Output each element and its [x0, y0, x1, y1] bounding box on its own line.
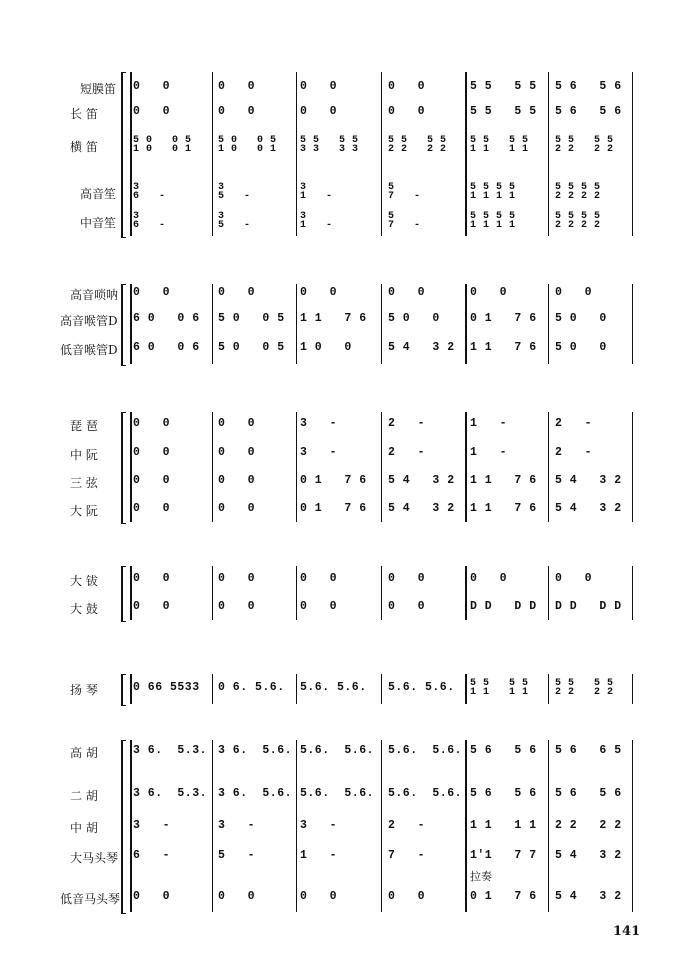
- barline: [212, 674, 213, 704]
- measure-cell: 5 5 5 5 1 1 1 1: [470, 211, 516, 231]
- group-bracket: [121, 740, 126, 914]
- barline: [632, 740, 633, 912]
- measure-cell: 5 5 5 5 3 3 3 3: [300, 135, 359, 155]
- measure-cell: 5 6 6 5: [555, 744, 622, 757]
- measure-cell: 0 0: [388, 105, 426, 118]
- measure-cell: 0 0: [218, 474, 256, 487]
- measure-cell: 0 0: [300, 600, 338, 613]
- measure-cell: 3 6 -: [133, 211, 166, 231]
- measure-cell: 0 0: [133, 474, 171, 487]
- measure-cell: 0 0: [218, 80, 256, 93]
- barline: [465, 740, 467, 912]
- group-bracket: [121, 72, 126, 238]
- measure-cell: 5 0 0 5: [218, 312, 285, 325]
- instrument-label: 三 弦: [70, 476, 98, 490]
- measure-cell: 1 -: [300, 849, 338, 862]
- barline: [296, 740, 297, 912]
- measure-cell: 3 5 -: [218, 182, 251, 202]
- measure-cell: 0 0: [133, 600, 171, 613]
- measure-cell: 0 0: [300, 80, 338, 93]
- measure-cell: 3 5 -: [218, 211, 251, 231]
- measure-cell: 2 -: [388, 446, 426, 459]
- barline: [632, 284, 633, 364]
- instrument-label: 高 胡: [70, 746, 98, 760]
- measure-cell: 0 0: [388, 600, 426, 613]
- measure-cell: 1 1 7 6: [470, 341, 537, 354]
- measure-cell: 1 1 7 6: [470, 474, 537, 487]
- barline: [465, 72, 467, 236]
- measure-cell: 5 4 3 2: [555, 502, 622, 515]
- measure-cell: 0 0: [133, 105, 171, 118]
- measure-cell: 3 6 -: [133, 182, 166, 202]
- barline: [465, 566, 467, 620]
- measure-cell: 5.6. 5.6.: [388, 744, 463, 757]
- measure-cell: 5 5 5 5 2 2 2 2: [555, 211, 601, 231]
- barline: [632, 674, 633, 704]
- measure-cell: 0 0: [133, 572, 171, 585]
- measure-cell: 3 6. 5.3.: [133, 744, 208, 757]
- instrument-label: 长 笛: [70, 107, 98, 121]
- measure-cell: 5 4 3 2: [555, 474, 622, 487]
- instrument-label: 大 鼓: [70, 602, 98, 616]
- measure-cell: 0 0: [133, 890, 171, 903]
- measure-cell: 2 2 2 2: [555, 819, 622, 832]
- barline: [130, 284, 132, 364]
- measure-cell: 5 4 3 2: [555, 890, 622, 903]
- instrument-label: 高音唢呐: [70, 288, 119, 302]
- barline: [212, 740, 213, 912]
- measure-cell: 0 0: [133, 80, 171, 93]
- measure-cell: D D D D: [555, 600, 622, 613]
- measure-cell: 0 0: [218, 446, 256, 459]
- measure-cell: 5 5 5 5 1 1 1 1: [470, 135, 529, 155]
- measure-cell: 0 66 5533: [133, 681, 200, 694]
- measure-cell: 3 1 -: [300, 182, 333, 202]
- measure-cell: 0 0: [133, 286, 171, 299]
- barline: [381, 566, 382, 620]
- measure-cell: 0 1 7 6: [470, 890, 537, 903]
- instrument-label: 横 笛: [70, 140, 98, 154]
- measure-cell: 2 -: [388, 417, 426, 430]
- measure-cell: 1 0 0: [300, 341, 352, 354]
- group-bracket: [121, 674, 126, 706]
- barline: [296, 72, 297, 236]
- measure-cell: 5 0 0: [555, 341, 607, 354]
- measure-cell: 5 0 0: [388, 312, 440, 325]
- measure-cell: 6 0 0 6: [133, 341, 200, 354]
- barline: [632, 566, 633, 620]
- barline: [212, 566, 213, 620]
- measure-cell: 0 0: [555, 572, 593, 585]
- instrument-label: 扬 琴: [70, 683, 98, 697]
- measure-cell: 0 0: [133, 417, 171, 430]
- barline: [130, 674, 132, 704]
- measure-cell: 5 4 3 2: [388, 474, 455, 487]
- measure-cell: 5 6 5 6: [555, 787, 622, 800]
- barline: [632, 412, 633, 522]
- measure-cell: 5 4 3 2: [388, 502, 455, 515]
- instrument-label: 中 阮: [70, 448, 98, 462]
- measure-cell: 0 0: [218, 890, 256, 903]
- barline: [381, 674, 382, 704]
- measure-cell: 5 7 -: [388, 211, 421, 231]
- barline: [381, 72, 382, 236]
- measure-cell: 0 0: [300, 105, 338, 118]
- measure-cell: 5 6 5 6: [555, 80, 622, 93]
- measure-cell: 6 -: [133, 849, 171, 862]
- barline: [130, 412, 132, 522]
- barline: [548, 72, 549, 236]
- measure-cell: 0 0: [218, 417, 256, 430]
- measure-cell: 0 0: [470, 286, 508, 299]
- measure-cell: 3 6. 5.3.: [133, 787, 208, 800]
- measure-cell: 5 5 5 5 1 1 1 1: [470, 182, 516, 202]
- measure-cell: 5.6. 5.6.: [300, 681, 367, 694]
- barline: [548, 566, 549, 620]
- instrument-label: 琵 琶: [70, 419, 98, 433]
- instrument-label: 低音喉管D: [60, 343, 118, 357]
- measure-cell: 0 0: [133, 502, 171, 515]
- measure-cell: 5 4 3 2: [555, 849, 622, 862]
- barline: [381, 740, 382, 912]
- measure-cell: 5 5 5 5 2 2 2 2: [555, 182, 601, 202]
- measure-cell: 0 0: [133, 446, 171, 459]
- measure-cell: 5 0 0 5 1 0 0 1: [218, 135, 277, 155]
- barline: [212, 284, 213, 364]
- barline: [130, 72, 132, 236]
- measure-cell: 0 0: [300, 572, 338, 585]
- barline: [296, 566, 297, 620]
- measure-cell: 1 1 7 6: [300, 312, 367, 325]
- measure-cell: 5.6. 5.6.: [300, 787, 375, 800]
- measure-cell: 7 -: [388, 849, 426, 862]
- page-number: 141: [613, 924, 641, 939]
- barline: [548, 412, 549, 522]
- measure-cell: 0 6. 5.6.: [218, 681, 285, 694]
- barline: [212, 72, 213, 236]
- measure-cell: 1 -: [470, 417, 508, 430]
- measure-cell: 3 1 -: [300, 211, 333, 231]
- bowing-annotation: 拉奏: [470, 870, 492, 883]
- instrument-label: 低音马头琴: [60, 892, 121, 906]
- barline: [381, 412, 382, 522]
- barline: [632, 72, 633, 236]
- measure-cell: 5.6. 5.6.: [388, 787, 463, 800]
- group-bracket: [121, 412, 126, 524]
- measure-cell: 5 -: [218, 849, 256, 862]
- barline: [465, 674, 467, 704]
- measure-cell: 5 0 0 5: [218, 341, 285, 354]
- measure-cell: 5 4 3 2: [388, 341, 455, 354]
- barline: [212, 412, 213, 522]
- measure-cell: 5 0 0 5 1 0 0 1: [133, 135, 192, 155]
- group-bracket: [121, 566, 126, 622]
- instrument-label: 中 胡: [70, 821, 98, 835]
- measure-cell: 5.6. 5.6.: [300, 744, 375, 757]
- measure-cell: 3 -: [218, 819, 256, 832]
- barline: [296, 674, 297, 704]
- measure-cell: D D D D: [470, 600, 537, 613]
- measure-cell: 1'1 7 7: [470, 849, 537, 862]
- barline: [296, 412, 297, 522]
- measure-cell: 0 0: [470, 572, 508, 585]
- measure-cell: 0 0: [388, 572, 426, 585]
- measure-cell: 3 -: [300, 446, 338, 459]
- instrument-label: 二 胡: [70, 789, 98, 803]
- measure-cell: 5 5 5 5: [470, 105, 537, 118]
- barline: [296, 284, 297, 364]
- instrument-label: 高音笙: [80, 187, 117, 201]
- measure-cell: 5.6. 5.6.: [388, 681, 455, 694]
- barline: [465, 412, 467, 522]
- barline: [548, 284, 549, 364]
- measure-cell: 3 6. 5.6.: [218, 744, 293, 757]
- measure-cell: 5 5 5 5 2 2 2 2: [388, 135, 447, 155]
- measure-cell: 1 1 7 6: [470, 502, 537, 515]
- measure-cell: 3 6. 5.6.: [218, 787, 293, 800]
- instrument-label: 中音笙: [80, 216, 117, 230]
- measure-cell: 5 0 0: [555, 312, 607, 325]
- instrument-label: 大 阮: [70, 504, 98, 518]
- measure-cell: 5 6 5 6: [470, 744, 537, 757]
- measure-cell: 5 5 5 5 1 1 1 1: [470, 678, 529, 698]
- measure-cell: 0 0: [300, 286, 338, 299]
- measure-cell: 0 0: [555, 286, 593, 299]
- measure-cell: 5 5 5 5: [470, 80, 537, 93]
- barline: [130, 566, 132, 620]
- measure-cell: 0 0: [218, 286, 256, 299]
- measure-cell: 5 5 5 5 2 2 2 2: [555, 135, 614, 155]
- group-bracket: [121, 284, 126, 366]
- measure-cell: 5 6 5 6: [470, 787, 537, 800]
- measure-cell: 0 0: [218, 502, 256, 515]
- instrument-label: 大马头琴: [70, 851, 119, 865]
- measure-cell: 1 1 1 1: [470, 819, 537, 832]
- measure-cell: 5 7 -: [388, 182, 421, 202]
- barline: [548, 674, 549, 704]
- measure-cell: 0 0: [218, 105, 256, 118]
- measure-cell: 2 -: [555, 417, 593, 430]
- measure-cell: 5 6 5 6: [555, 105, 622, 118]
- measure-cell: 0 0: [388, 286, 426, 299]
- measure-cell: 0 0: [300, 890, 338, 903]
- measure-cell: 0 1 7 6: [300, 502, 367, 515]
- measure-cell: 0 0: [388, 80, 426, 93]
- instrument-label: 大 钹: [70, 574, 98, 588]
- measure-cell: 0 0: [388, 890, 426, 903]
- measure-cell: 3 -: [133, 819, 171, 832]
- measure-cell: 5 5 5 5 2 2 2 2: [555, 678, 614, 698]
- barline: [465, 284, 467, 364]
- measure-cell: 6 0 0 6: [133, 312, 200, 325]
- barline: [381, 284, 382, 364]
- barline: [130, 740, 132, 912]
- measure-cell: 2 -: [555, 446, 593, 459]
- measure-cell: 0 0: [218, 572, 256, 585]
- measure-cell: 2 -: [388, 819, 426, 832]
- measure-cell: 0 0: [218, 600, 256, 613]
- barline: [548, 740, 549, 912]
- measure-cell: 3 -: [300, 417, 338, 430]
- measure-cell: 3 -: [300, 819, 338, 832]
- measure-cell: 0 1 7 6: [300, 474, 367, 487]
- instrument-label: 高音喉管D: [60, 314, 118, 328]
- instrument-label: 短膜笛: [80, 82, 117, 96]
- measure-cell: 1 -: [470, 446, 508, 459]
- measure-cell: 0 1 7 6: [470, 312, 537, 325]
